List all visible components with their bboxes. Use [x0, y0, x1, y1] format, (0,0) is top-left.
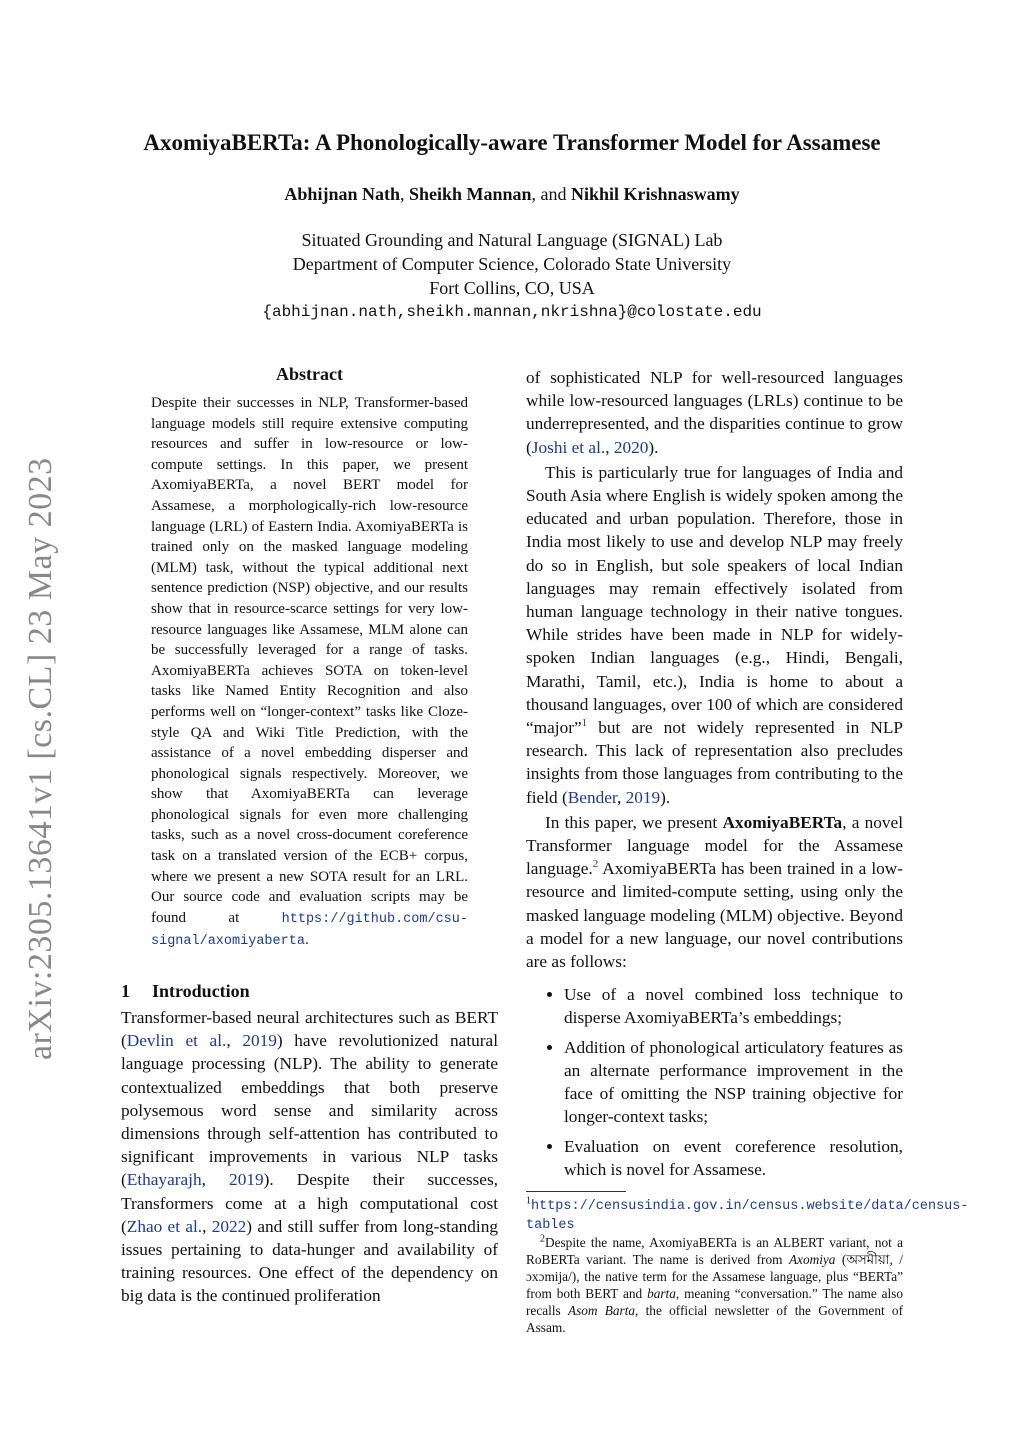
author-1: Abhijnan Nath [284, 184, 400, 204]
citation-link[interactable]: Ethayarajh [126, 1170, 202, 1190]
affiliation-lab: Situated Grounding and Natural Language (SIGNAL) Lab [301, 230, 723, 250]
citation-link[interactable]: 2019 [229, 1170, 264, 1190]
author-list [100, 184, 924, 205]
intro-paragraph: Transformer-based neural architectures such as BERT (Devlin et al., 2019) have revolutionized natural language processing (NLP). The ability to generate contextualized embeddings that both preserve polysemous word sense and similarity across dimensions through self-attention has contributed to significant improvements in various NLP tasks (Ethayarajh, 2019). Despite their successes, Transformers come at a high computational cost (Zhao et al., 2022) and still suffer from long-standing issues pertaining to data-hunger and availability of training resources. One effect of the dependency on big data is the continued proliferation [121, 1008, 498, 1306]
footnote-mark[interactable]: 2 [592, 858, 599, 871]
contribution-list [526, 983, 903, 1181]
section-number: 1 [121, 981, 130, 1002]
author-3: Nikhil Krishnaswamy [571, 184, 740, 204]
footnote-1: $^1$https://censusindia.gov.in/census.website/data/census-tables [526, 1195, 969, 1233]
citation-link[interactable]: 2020 [613, 437, 649, 457]
right-column [526, 366, 969, 1336]
citation-link[interactable]: Zhao et al. [126, 1216, 203, 1236]
abstract-text: Despite their successes in NLP, Transformer-based language models still require extensive computing resources and suffer in low-resource or low-compute settings. In this paper, we present AxomiyaBERTa, a novel BERT model for Assamese, a morphologically-rich low-resource language (LRL) of Eastern India. AxomiyaBERTa is trained only on the masked language modeling (MLM) task, without the typical additional next sentence prediction (NSP) objective, and our results show that in resource-scarce settings for very low-resource languages like Assamese, MLM alone can be successfully leveraged for a range of tasks. AxomiyaBERTa achieves SOTA on token-level tasks like Named Entity Recognition and also performs well on “longer-context” tasks like Cloze-style QA and Wiki Title Prediction, with the assistance of a novel embedding disperser and phonological signals respectively. Moreover, we show that AxomiyaBERTa can leverage phonological signals for even more challenging tasks, such as a novel cross-document coreference task on a translated version of the ECB+ corpus, where we present a new SOTA result for an LRL. Our source code and evaluation scripts may be found at https://github.com/csu-signal/axomiyaberta. [151, 395, 468, 950]
footnote-mark[interactable]: 1 [581, 717, 588, 730]
affiliation-dept: Department of Computer Science, Colorado State University [292, 254, 732, 274]
affiliation-location: Fort Collins, CO, USA [429, 278, 595, 298]
citation-link[interactable]: Joshi et al. [531, 437, 606, 457]
list-item: • Evaluation on event coreference resolution, which is novel for Assamese. [564, 1135, 903, 1181]
affiliation [100, 228, 924, 324]
citation-link[interactable]: 2019 [625, 787, 661, 807]
abstract-heading: Abstract [276, 364, 343, 384]
author-emails[interactable]: {abhijnan.nath,sheikh.mannan,nkrishna}@colostate.edu [262, 303, 762, 321]
footnote-2: $^2$Despite the name, AxomiyaBERTa is an ALBERT variant, not a RoBERTa variant. The name is derived from Axomiya (অসমীয়া, /ɔxɔmija/), the native term for the Assamese language, plus “BERTa” from both BERT and barta, meaning “conversation.” The name also recalls Asom Barta, the official newsletter of the Government of Assam. [526, 1233, 904, 1335]
left-column [121, 364, 498, 1308]
author-sep: , and [531, 184, 572, 204]
paragraph: This is particularly true for languages of India and South Asia where English is widely spoken among the educated and urban population. Therefore, those in India most likely to use and develop NLP may freely do so in English, but sole speakers of local Indian languages may remain effectively isolated from human language technology in their native tongues. While strides have been made in NLP for widely-spoken Indian languages (e.g., Hindi, Bengali, Marathi, Tamil, etc.), India is home to about a thousand languages, over 100 of which are considered “major”$^1$ but are not widely represented in NLP research. This lack of representation also precludes insights from those languages from contributing to the field (Bender, 2019). [526, 462, 903, 807]
list-item: • Addition of phonological articulatory features as an alternate performance improvement in the face of omitting the NSP training objective for longer-context tasks; [564, 1036, 903, 1129]
arxiv-stamp: arXiv:2305.13641v1 [cs.CL] 23 May 2023 [22, 457, 59, 1060]
paragraph: of sophisticated NLP for well-resourced languages while low-resourced languages (LRLs) continue to be underrepresented, and the disparities continue to grow (Joshi et al., 2020). [526, 368, 903, 457]
citation-link[interactable]: 2022 [211, 1216, 247, 1236]
github-link[interactable]: https://github.com/csu-signal/axomiyaberta [151, 911, 468, 950]
paragraph: In this paper, we present AxomiyaBERTa, a novel Transformer language model for the Assamese language.$^2$ AxomiyaBERTa has been trained in a low-resource and limited-compute setting, using only the masked language modeling (MLM) objective. Beyond a model for a new language, our novel contributions are as follows: [526, 812, 903, 972]
abstract-body: Despite their successes in NLP, Transformer-based language models still require extensive computing resources and suffer in low-resource or low-compute settings. In this paper, we present AxomiyaBERTa, a novel BERT model for Assamese, a morphologically-rich low-resource language (LRL) of Eastern India. AxomiyaBERTa is trained only on the masked language modeling (MLM) task, without the typical additional next sentence prediction (NSP) objective, and our results show that in resource-scarce settings for very low-resource languages like Assamese, MLM alone can be successfully leveraged for a range of tasks. AxomiyaBERTa achieves SOTA on token-level tasks like Named Entity Recognition and also performs well on “longer-context” tasks like Cloze-style QA and Wiki Title Prediction, with the assistance of a novel embedding disperser and phonological signals respectively. Moreover, we show that AxomiyaBERTa can leverage phonological signals for even more challenging tasks, such as a novel cross-document coreference task on a translated version of the ECB+ corpus, where we present a new SOTA result for an LRL. Our source code and evaluation scripts may be found at [151, 395, 468, 926]
paper-title: AxomiyaBERTa: A Phonologically-aware Transformer Model for Assamese [143, 130, 881, 155]
section-heading-introduction [121, 981, 498, 1002]
list-item: • Use of a novel combined loss technique to disperse AxomiyaBERTa’s embeddings; [564, 983, 903, 1029]
author-2: Sheikh Mannan [408, 184, 532, 204]
citation-link[interactable]: 2019 [242, 1031, 277, 1051]
census-link[interactable]: https://censusindia.gov.in/census.website/data/census-tables [526, 1198, 969, 1233]
section-title: Introduction [152, 981, 250, 1002]
citation-link[interactable]: Bender [567, 787, 617, 807]
author-sep: , [399, 184, 409, 204]
model-name: AxomiyaBERTa [722, 812, 843, 832]
footnote-rule [526, 1191, 626, 1192]
citation-link[interactable]: Devlin et al. [126, 1031, 227, 1051]
